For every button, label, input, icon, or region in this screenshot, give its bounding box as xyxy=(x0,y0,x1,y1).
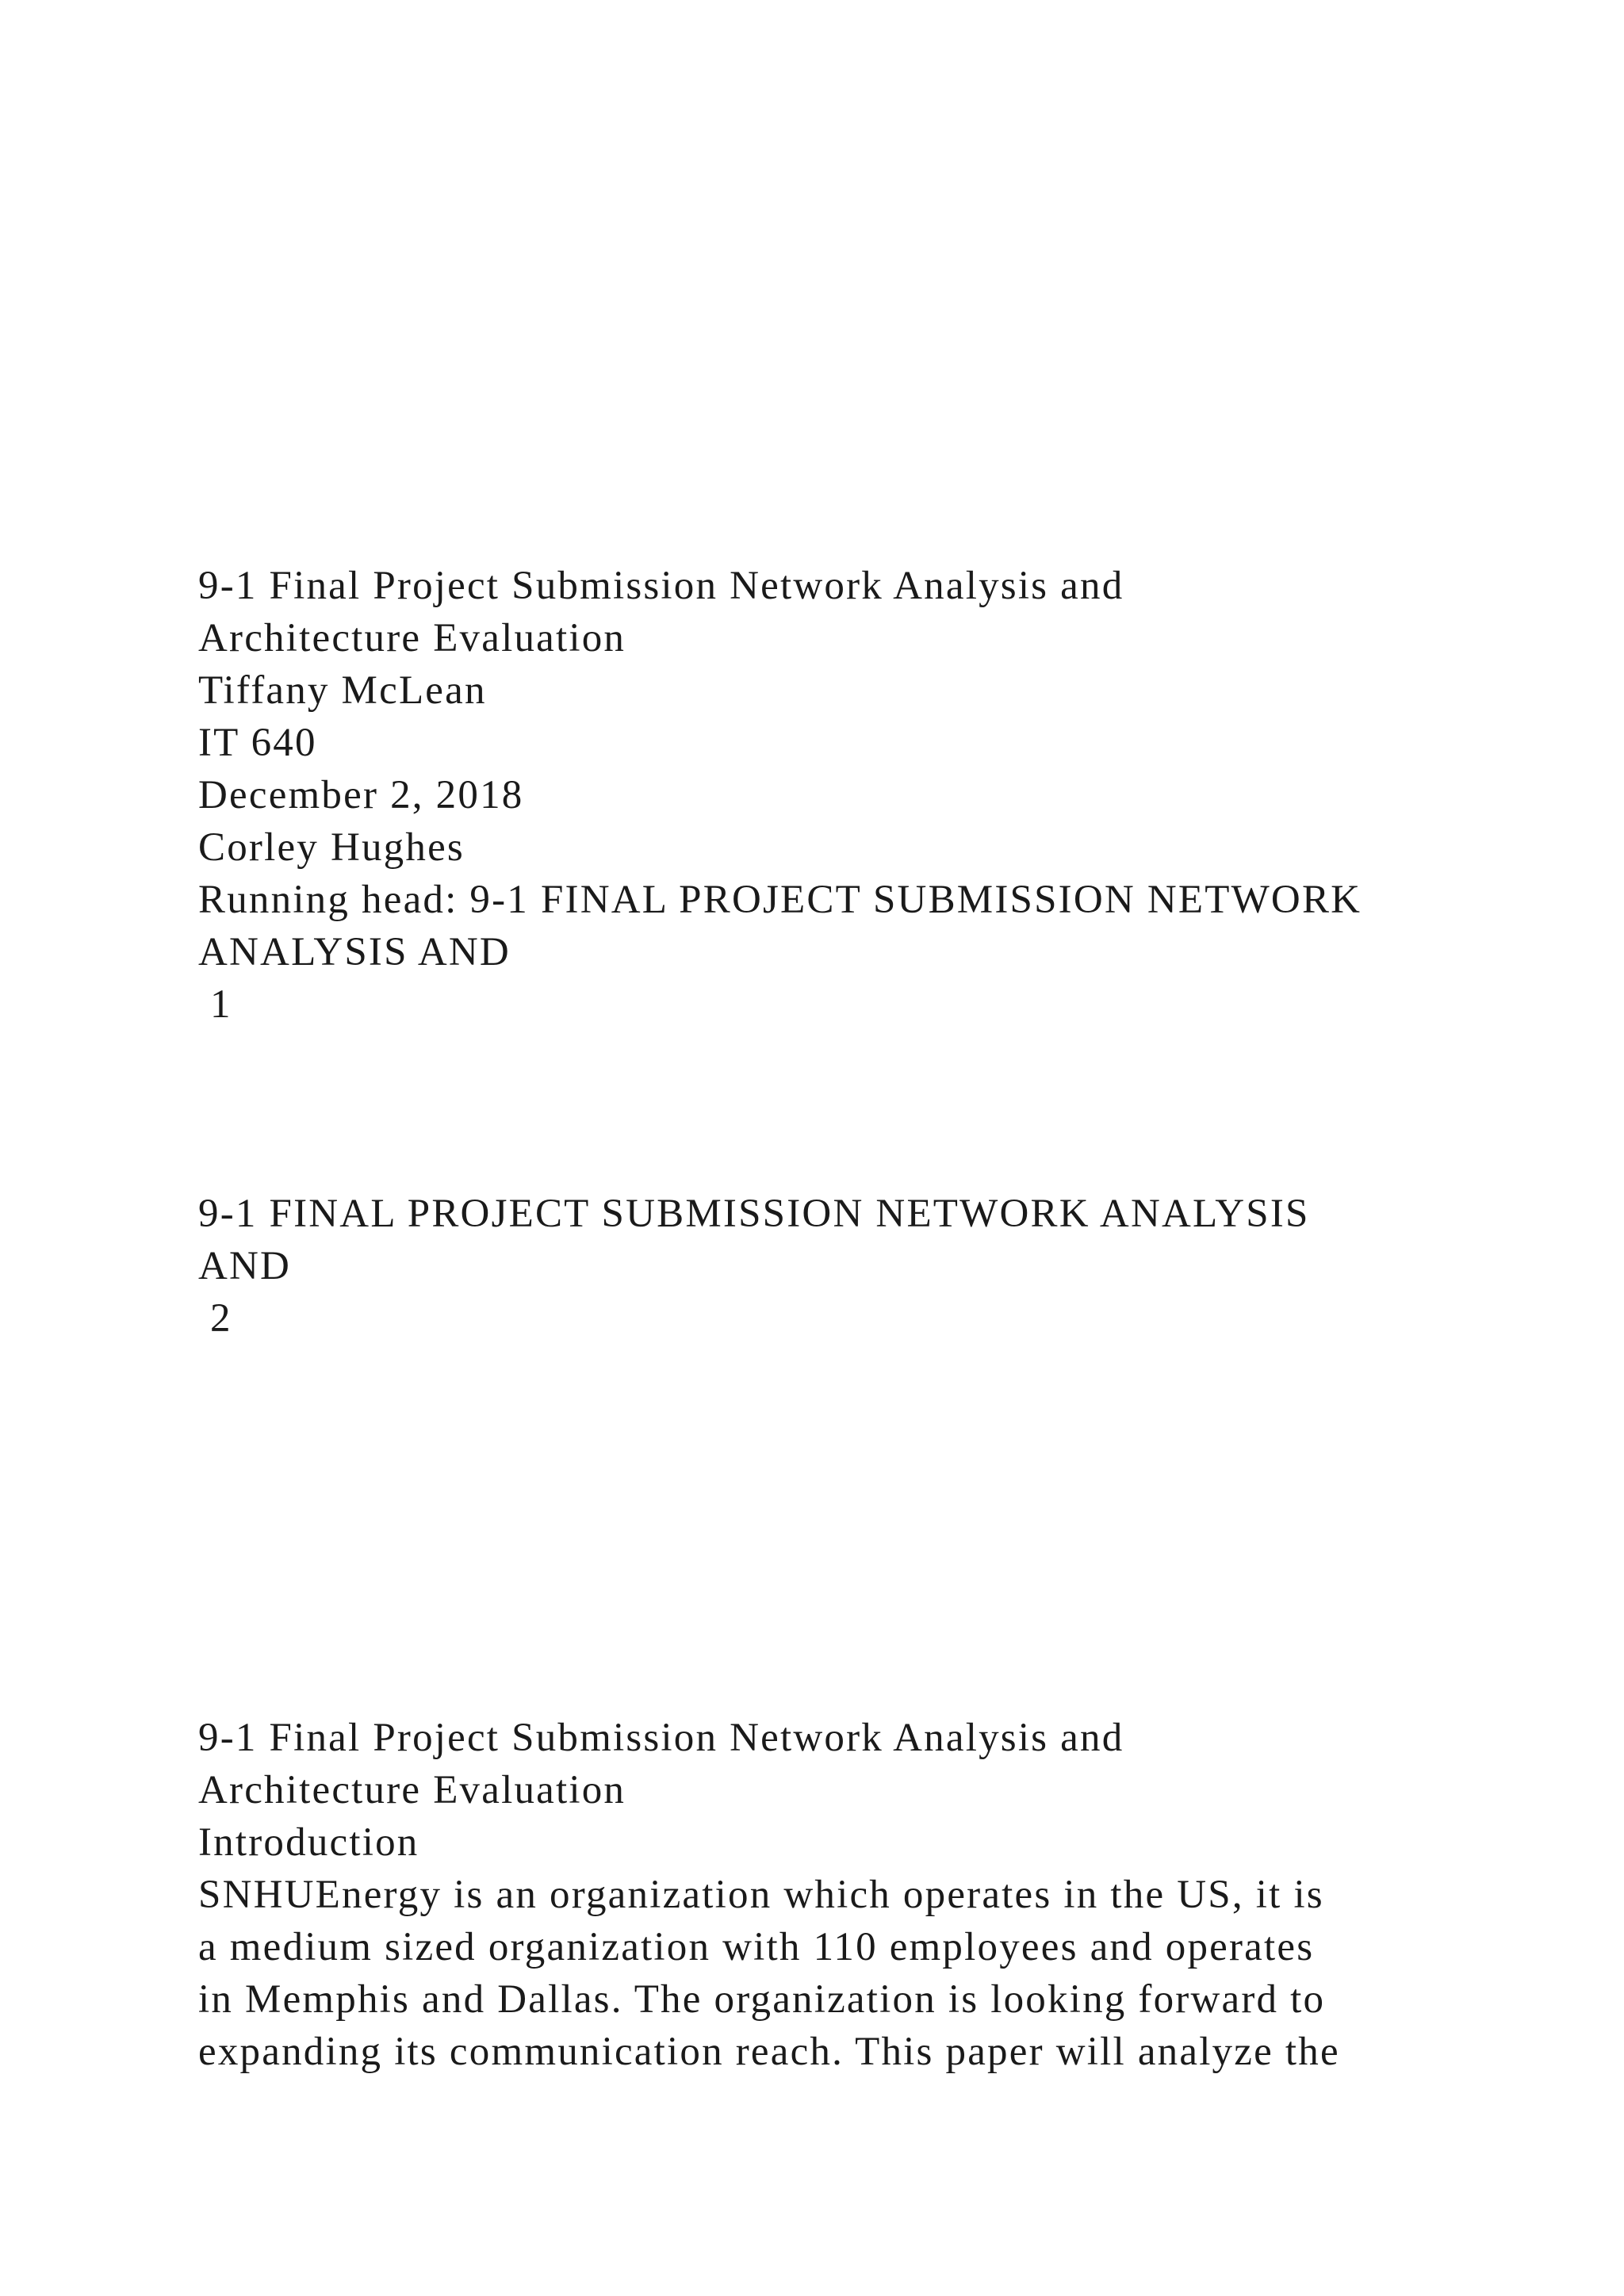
page-header-line-1: 9-1 FINAL PROJECT SUBMISSION NETWORK ANALYSIS xyxy=(198,1192,1310,1236)
section-heading: Introduction xyxy=(198,1820,419,1865)
page-header-line-2: AND xyxy=(198,1244,292,1288)
body-title-line-1: 9-1 Final Project Submission Network Analysis and xyxy=(198,1716,1124,1760)
submission-date: December 2, 2018 xyxy=(198,773,524,817)
paragraph-line: a medium sized organization with 110 employees and operates xyxy=(198,1925,1315,1969)
title-page-block xyxy=(198,560,1467,1031)
page-number: 1 xyxy=(198,982,232,1027)
paragraph-line: expanding its communication reach. This paper will analyze the xyxy=(198,2030,1340,2074)
page-header-block xyxy=(198,1188,1467,1345)
body-block xyxy=(198,1712,1467,2078)
paper-title-line-2: Architecture Evaluation xyxy=(198,616,626,660)
paragraph-line: in Memphis and Dallas. The organization is looking forward to xyxy=(198,1977,1326,2022)
page-number: 2 xyxy=(198,1296,232,1341)
body-title-line-2: Architecture Evaluation xyxy=(198,1768,626,1812)
paper-title-line-1: 9-1 Final Project Submission Network Analysis and xyxy=(198,564,1124,608)
running-head-line-2: ANALYSIS AND xyxy=(198,930,511,974)
running-head-line-1: Running head: 9-1 FINAL PROJECT SUBMISSION NETWORK xyxy=(198,878,1362,922)
paragraph-line: SNHUEnergy is an organization which operates in the US, it is xyxy=(198,1873,1324,1917)
author-name: Tiffany McLean xyxy=(198,668,487,713)
course-code: IT 640 xyxy=(198,721,317,765)
instructor-name: Corley Hughes xyxy=(198,825,465,870)
